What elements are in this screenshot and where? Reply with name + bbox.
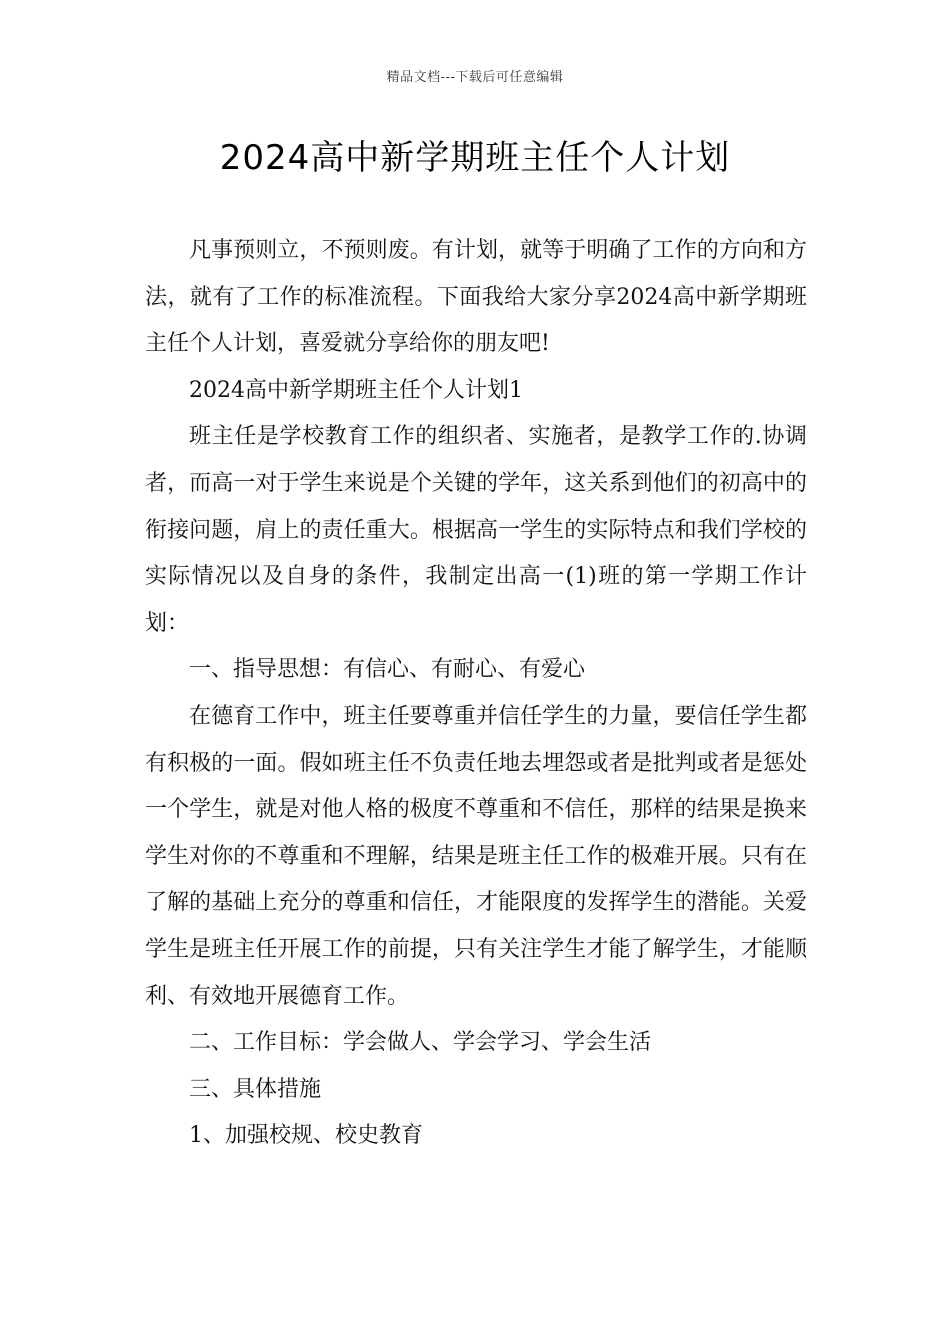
section-item-rules: 1、加强校规、校史教育 <box>189 1123 423 1149</box>
section-heading-guiding-idea: 一、指导思想：有信心、有耐心、有爱心 <box>189 657 586 683</box>
section-heading-goals: 二、工作目标：学会做人、学会学习、学会生活 <box>189 1030 652 1056</box>
paragraph-moral-education: 在德育工作中，班主任要尊重并信任学生的力量，要信任学生都有积极的一面。假如班主任不负责任地去埋怨或者是批判或者是惩处一个学生，就是对他人格的极度不尊重和不信任，那样的结果是换来学生对你的不尊重和不理解，结果是班主任工作的极难开展。只有在了解的基础上充分的尊重和信任，才能限度的发挥学生的潜能。关爱学生是班主任开展工作的前提，只有关注学生才能了解学生，才能顺利、有效地开展德育工作。 <box>145 703 807 1009</box>
document-title: 2024高中新学期班主任个人计划 <box>219 138 731 178</box>
paragraph-intro: 凡事预则立，不预则废。有计划，就等于明确了工作的方向和方法，就有了工作的标准流程。下面我给大家分享2024高中新学期班主任个人计划，喜爱就分享给你的朋友吧! <box>145 238 807 357</box>
section-heading-measures: 三、具体措施 <box>189 1076 322 1102</box>
document-body <box>145 228 807 1160</box>
paragraph-role: 班主任是学校教育工作的组织者、实施者，是教学工作的.协调者，而高一对于学生来说是个关键的学年，这关系到他们的初高中的衔接问题，肩上的责任重大。根据高一学生的实际特点和我们学校的实际情况以及自身的条件，我制定出高一(1)班的第一学期工作计划： <box>145 424 807 636</box>
header-note: 精品文档---下载后可任意编辑 <box>386 70 564 85</box>
paragraph-subtitle: 2024高中新学期班主任个人计划1 <box>189 377 523 403</box>
